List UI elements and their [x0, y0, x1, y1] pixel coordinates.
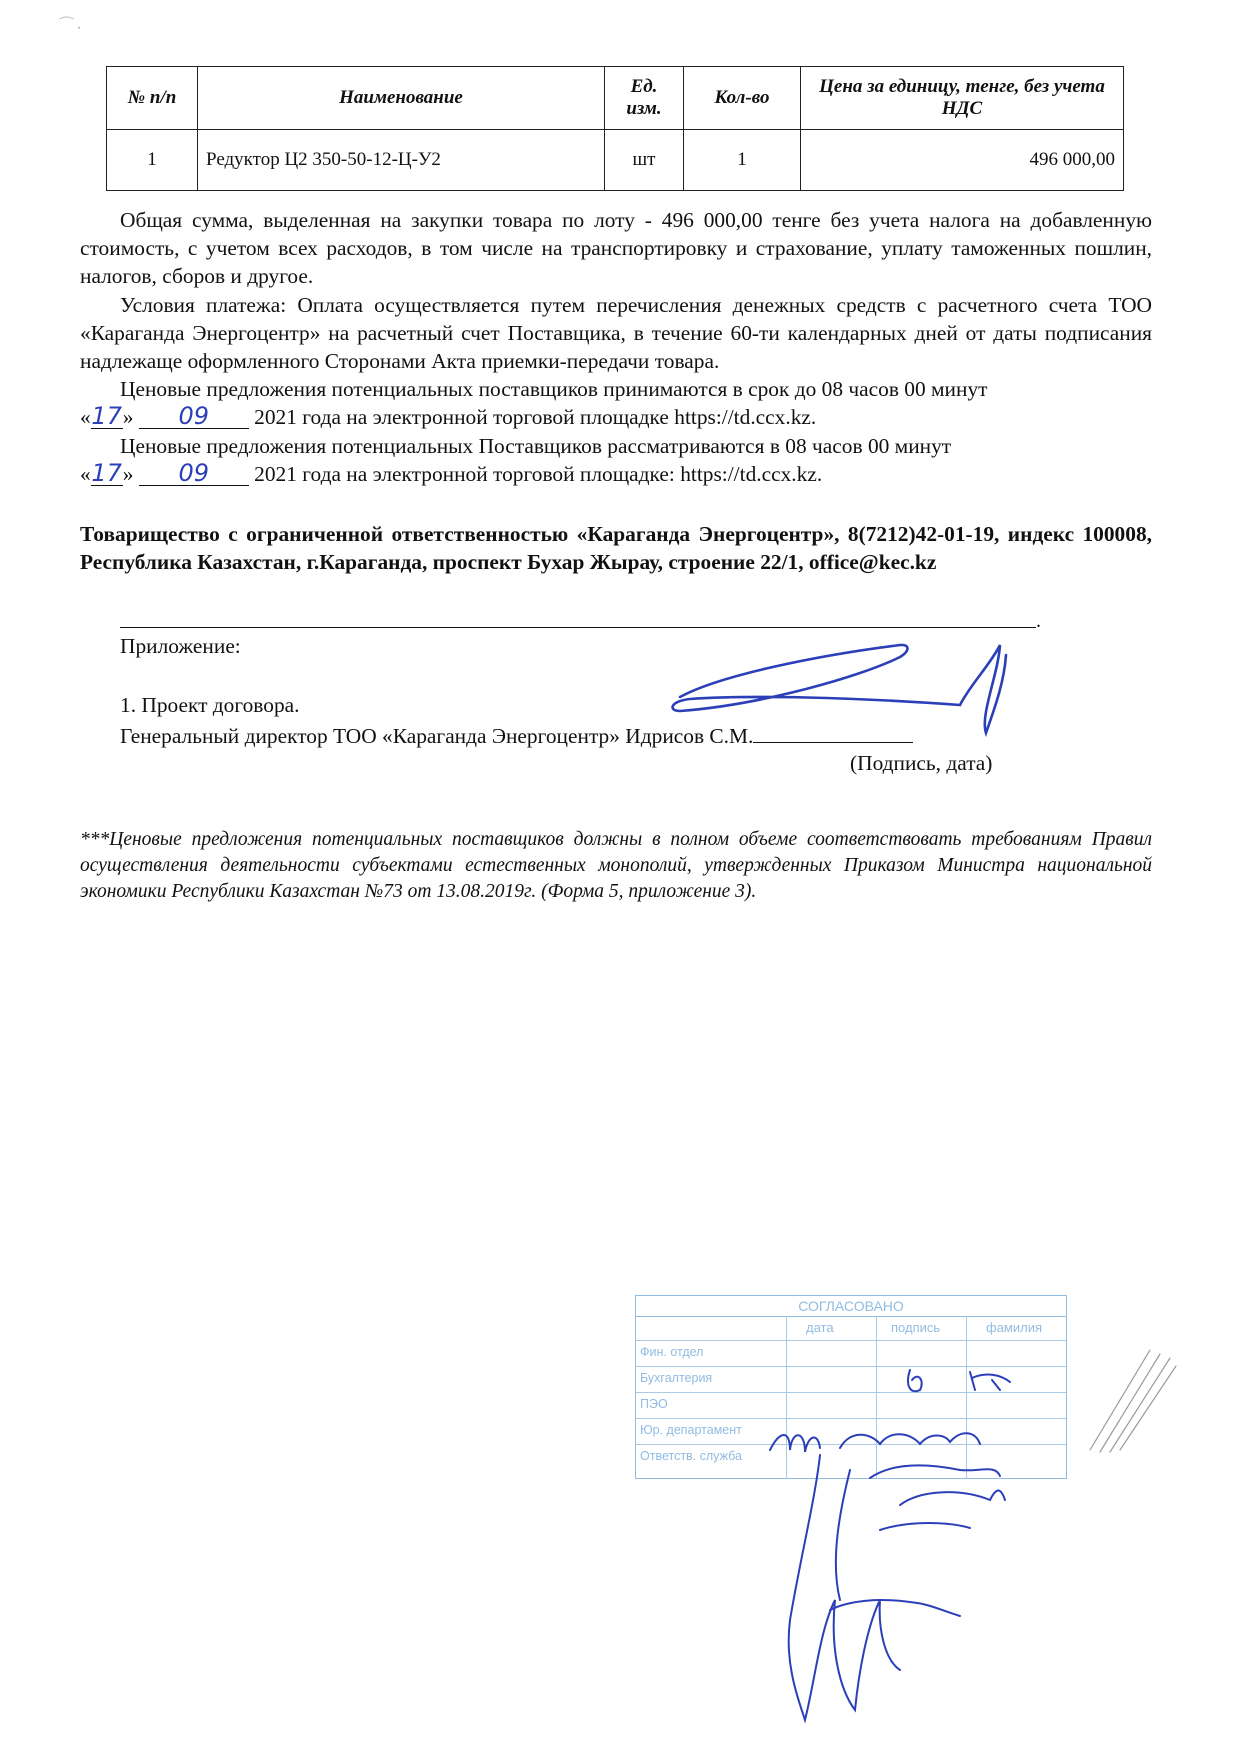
payment-paragraph: Условия платежа: Оплата осуществляется путем перечисления денежных средств с расчетного счета ТОО «Караганда Энергоцентр» на расчетный счет Поставщика, в течение 60-ти календарных дней от даты подписания надлежаще оформленного Сторонами Акта приемки-передачи товара.	[80, 292, 1152, 374]
divider-line	[120, 627, 1036, 628]
accept-month-handwritten: 09	[139, 404, 249, 429]
header-unit: Ед. изм.	[605, 67, 684, 130]
open-quote: «	[80, 461, 91, 486]
review-month-handwritten: 09	[139, 461, 249, 486]
cell-unit: шт	[605, 130, 684, 191]
margin-marks	[1080, 1340, 1190, 1460]
cell-number: 1	[107, 130, 198, 191]
divider-end: .	[1036, 610, 1041, 632]
stamp-row-label: Бухгалтерия	[640, 1371, 713, 1385]
approval-signatures	[760, 1360, 1080, 1740]
review-suffix: 2021 года на электронной торговой площадке: https://td.ccx.kz.	[254, 461, 823, 486]
signature-caption: (Подпись, дата)	[850, 751, 993, 775]
accept-date	[40, 403, 816, 431]
stamp-row-label: Фин. отдел	[640, 1345, 704, 1359]
review-date	[40, 460, 822, 488]
total-paragraph: Общая сумма, выделенная на закупки товара по лоту - 496 000,00 тенге без учета налога на добавленную стоимость, с учетом всех расходов, в том числе на транспортировку и страхование, уплату таможенных пошлин, налогов, сборов и другое.	[80, 208, 1152, 289]
attachment-item: 1. Проект договора.	[120, 693, 300, 717]
attachments-label: Приложение:	[120, 634, 241, 658]
stamp-row-label: ПЭО	[640, 1397, 668, 1411]
scan-mark: ⁀ ⸳	[60, 18, 82, 35]
review-day-handwritten: 17	[91, 458, 122, 487]
stamp-row-label: Юр. департамент	[640, 1423, 742, 1437]
table-header-row	[107, 67, 1124, 130]
stamp-col-sign: подпись	[891, 1320, 941, 1335]
company-details: Товарищество с ограниченной ответственностью «Караганда Энергоцентр», 8(7212)42-01-19, индекс 100008, Республика Казахстан, г.Караганда, проспект Бухар Жырау, строение 22/1, office@kec.kz	[80, 522, 1152, 575]
cell-quantity: 1	[684, 130, 801, 191]
stamp-row-label: Ответств. служба	[640, 1449, 742, 1463]
open-quote: «	[80, 405, 91, 430]
review-paragraph	[80, 432, 1152, 488]
review-text: Ценовые предложения потенциальных Поставщиков рассматриваются в 08 часов 00 минут	[120, 433, 952, 458]
accept-day-handwritten: 17	[91, 402, 122, 431]
header-price: Цена за единицу, тенге, без учета НДС	[801, 67, 1124, 130]
table-row	[107, 130, 1124, 191]
stamp-col-date: дата	[806, 1320, 834, 1335]
header-name: Наименование	[198, 67, 605, 130]
cell-price: 496 000,00	[801, 130, 1124, 191]
cell-name: Редуктор Ц2 350-50-12-Ц-У2	[198, 130, 605, 191]
director-text: Генеральный директор ТОО «Караганда Энергоцентр» Идрисов С.М.	[120, 724, 754, 748]
stamp-title: СОГЛАСОВАНО	[636, 1298, 1066, 1317]
close-quote: »	[122, 405, 134, 430]
accept-text: Ценовые предложения потенциальных поставщиков принимаются в срок до 08 часов 00 минут	[120, 377, 988, 402]
items-table	[106, 66, 1124, 191]
close-quote: »	[122, 461, 134, 486]
footnote: ***Ценовые предложения потенциальных поставщиков должны в полном объеме соответствовать требованиям Правил осуществления деятельности субъектами естественных монополий, утвержденных Приказом Министра национальной экономики Республики Казахстан №73 от 13.08.2019г. (Форма 5, приложение 3).	[80, 829, 1152, 902]
header-quantity: Кол-во	[684, 67, 801, 130]
stamp-col-name: фамилия	[986, 1320, 1043, 1335]
accept-paragraph	[80, 375, 1152, 431]
body-text	[80, 206, 1152, 488]
header-number: № п/п	[107, 67, 198, 130]
accept-suffix: 2021 года на электронной торговой площадке https://td.ccx.kz.	[254, 405, 817, 430]
director-signature	[660, 635, 1020, 745]
